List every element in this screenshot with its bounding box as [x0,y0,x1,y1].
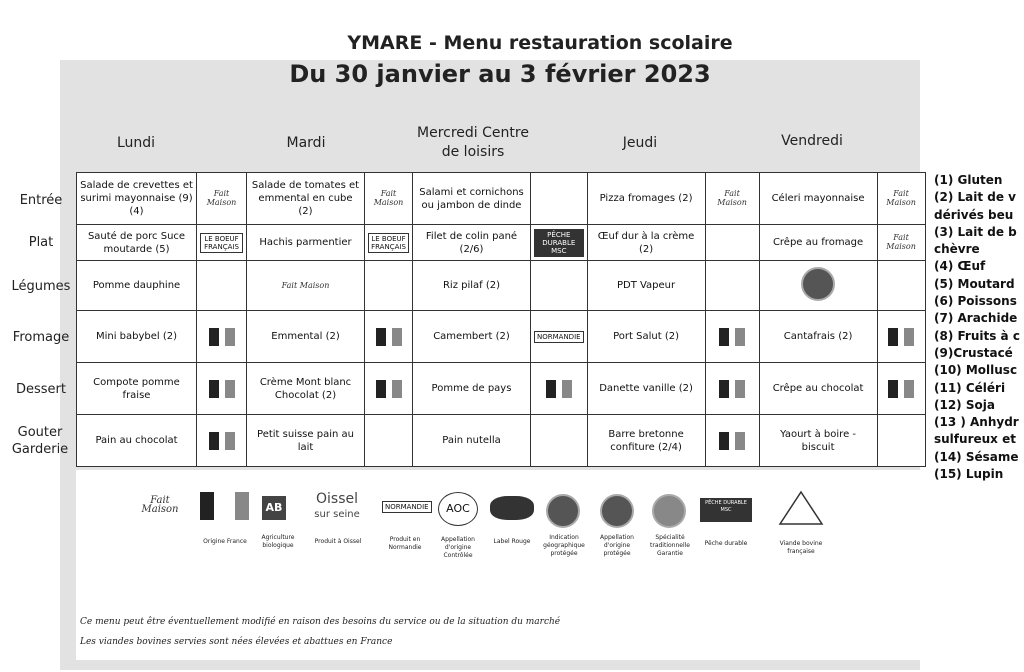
allergens-list [934,172,1020,483]
fait-maison-icon: Fait Maison [281,281,330,290]
origine-france-icon [531,363,588,415]
cell-lundi-dessert: Compote pomme fraise [77,363,197,415]
legend-label-produit-normandie: Produit en Normandie [388,536,422,551]
allergen-item: (4) Œuf [934,259,986,274]
allergen-item: (15) Lupin [934,467,1004,482]
cell-mardi-entree: Salade de tomates et emmental en cube (2) [247,173,365,225]
cell-lundi-entree: Salade de crevettes et surimi mayonnaise (9) (4) [77,173,197,225]
cell-lundi-legumes: Pomme dauphine [77,261,197,311]
cell-lundi-gouter: Pain au chocolat [77,415,197,467]
empty-cell [197,261,247,311]
empty-cell [365,415,413,467]
origine-france-icon [705,311,759,363]
empty-cell [365,261,413,311]
allergen-item: (14) Sésame [934,449,1019,464]
origine-france-icon [705,415,759,467]
empty-cell [531,415,588,467]
cell-mercredi-legumes: Riz pilaf (2) [413,261,531,311]
table-row-plat [77,225,926,261]
origine-france-icon [197,363,247,415]
origine-france-icon [365,363,413,415]
table-row-fromage [77,311,926,363]
cell-vendredi-entree: Céleri mayonnaise [759,173,877,225]
stg-icon [652,494,686,532]
legend-label-stg: Spécialité traditionnelle Garantie [650,534,690,557]
note-viandes: Les viandes bovines servies sont nées élevées et abattues en France [80,637,393,647]
aop-icon [600,494,634,532]
legend-label-aop: Appellation d'origine protégée [600,534,634,557]
allergen-item: (7) Arachide [934,311,1018,326]
allergen-item: (2) Lait de v [934,190,1016,205]
cell-jeudi-dessert: Danette vanille (2) [587,363,705,415]
cell-mardi-dessert: Crème Mont blanc Chocolat (2) [247,363,365,415]
fait-maison-icon: Fait Maison [365,173,413,225]
day-header-vendredi: Vendredi [781,133,843,149]
allergen-item: (6) Poissons [934,294,1017,309]
msc-peche-durable-icon: PÊCHE DURABLE MSC [700,498,752,522]
page-title: YMARE - Menu restauration scolaire [347,32,733,54]
cell-mercredi-plat: Filet de colin pané (2/6) [413,225,531,261]
normandie-icon: NORMANDIE [382,494,428,513]
agriculture-biologique-icon: AB [262,496,286,520]
viande-bovine-francaise-icon: LE BOEUF FRANÇAIS [197,225,247,261]
cell-jeudi-gouter: Barre bretonne confiture (2/4) [587,415,705,467]
legend-label-produit-oissel: Produit à Oissel [314,538,362,545]
legend-label-agriculture-bio: Agriculture biologique [261,534,295,549]
cell-jeudi-fromage: Port Salut (2) [587,311,705,363]
allergen-item: (10) Mollusc [934,363,1018,378]
allergen-item: (12) Soja [934,397,995,412]
day-header-jeudi: Jeudi [622,135,658,151]
cell-mardi-gouter: Petit suisse pain au lait [247,415,365,467]
msc-peche-durable-icon: PÊCHE DURABLE MSC [531,225,588,261]
cell-mardi-legumes [247,261,365,311]
legend-label-vbf: Viande bovine française [779,540,823,555]
cell-mardi-plat: Hachis parmentier [247,225,365,261]
legend-label-igp: Indication géographique protégée [543,534,585,557]
empty-cell [877,415,925,467]
allergen-item: (13 ) Anhydr [934,415,1019,430]
note-modification: Ce menu peut être éventuellement modifié en raison des besoins du service ou de la situation du marché [80,617,561,627]
allergen-item: (3) Lait de b [934,224,1017,239]
origine-france-icon [877,311,925,363]
cell-jeudi-entree: Pizza fromages (2) [587,173,705,225]
origine-france-icon [365,311,413,363]
table-row-gouter [77,415,926,467]
viande-bovine-francaise-icon [778,490,824,526]
cell-mercredi-gouter: Pain nutella [413,415,531,467]
allergen-item: (11) Céléri [934,380,1006,395]
cell-jeudi-legumes: PDT Vapeur [587,261,705,311]
cell-vendredi-plat: Crêpe au fromage [759,225,877,261]
label-rouge-icon [490,496,534,520]
empty-cell [531,261,588,311]
cell-mardi-fromage: Emmental (2) [247,311,365,363]
table-row-entree [77,173,926,225]
cell-mercredi-entree: Salami et cornichons ou jambon de dinde [413,173,531,225]
row-header-entree: Entrée [19,193,63,208]
cell-mercredi-dessert: Pomme de pays [413,363,531,415]
igp-icon [546,494,580,532]
cell-jeudi-plat: Œuf dur à la crème (2) [587,225,705,261]
empty-cell [877,261,925,311]
day-header-lundi: Lundi [116,135,156,151]
row-header-legumes: Légumes [11,279,71,294]
fait-maison-icon: Fait Maison [141,495,179,515]
allergen-item: dérivés beu [934,207,1014,222]
empty-cell [705,225,759,261]
row-header-plat: Plat [28,235,54,250]
allergen-item: (5) Moutard [934,276,1015,291]
viande-bovine-francaise-icon: LE BOEUF FRANÇAIS [365,225,413,261]
empty-cell [705,261,759,311]
page-subtitle: Du 30 janvier au 3 février 2023 [289,60,711,88]
origine-france-icon [197,415,247,467]
vegetarian-leaf-icon [801,267,835,301]
aoc-icon: AOC [438,492,478,526]
origine-france-icon [705,363,759,415]
oissel-logo: Oissel sur seine [314,491,360,520]
cell-vendredi-gouter: Yaourt à boire - biscuit [759,415,877,467]
day-header-mercredi: Mercredi Centre de loisirs [417,125,529,160]
table-row-legumes [77,261,926,311]
normandie-icon: NORMANDIE [531,311,588,363]
fait-maison-icon: Fait Maison [877,173,925,225]
origine-france-icon [196,492,252,520]
fait-maison-icon: Fait Maison [877,225,925,261]
cell-lundi-fromage: Mini babybel (2) [77,311,197,363]
row-header-fromage: Fromage [12,330,70,345]
fait-maison-icon: Fait Maison [197,173,247,225]
cell-vendredi-fromage: Cantafrais (2) [759,311,877,363]
origine-france-icon [197,311,247,363]
day-header-mardi: Mardi [286,135,326,151]
cell-vendredi-legumes [759,261,877,311]
row-header-gouter: Gouter Garderie [11,425,69,457]
table-row-dessert [77,363,926,415]
legend-label-label-rouge: Label Rouge [493,538,531,545]
allergen-item: sulfureux et [934,432,1016,447]
allergen-item: (8) Fruits à c [934,328,1020,343]
cell-vendredi-dessert: Crêpe au chocolat [759,363,877,415]
allergen-item: (9)Crustacé [934,345,1013,360]
legend-label-peche: Pêche durable [704,540,748,547]
cell-mercredi-fromage: Camembert (2) [413,311,531,363]
allergen-item: (1) Gluten [934,173,1003,187]
cell-lundi-plat: Sauté de porc Suce moutarde (5) [77,225,197,261]
menu-table [76,172,926,467]
allergen-item: chèvre [934,242,980,257]
legend-label-origine-france: Origine France [203,538,247,545]
empty-cell [531,173,588,225]
row-header-dessert: Dessert [16,382,66,397]
legend-label-aoc: Appellation d'origine Contrôlée [441,536,475,559]
fait-maison-icon: Fait Maison [705,173,759,225]
origine-france-icon [877,363,925,415]
